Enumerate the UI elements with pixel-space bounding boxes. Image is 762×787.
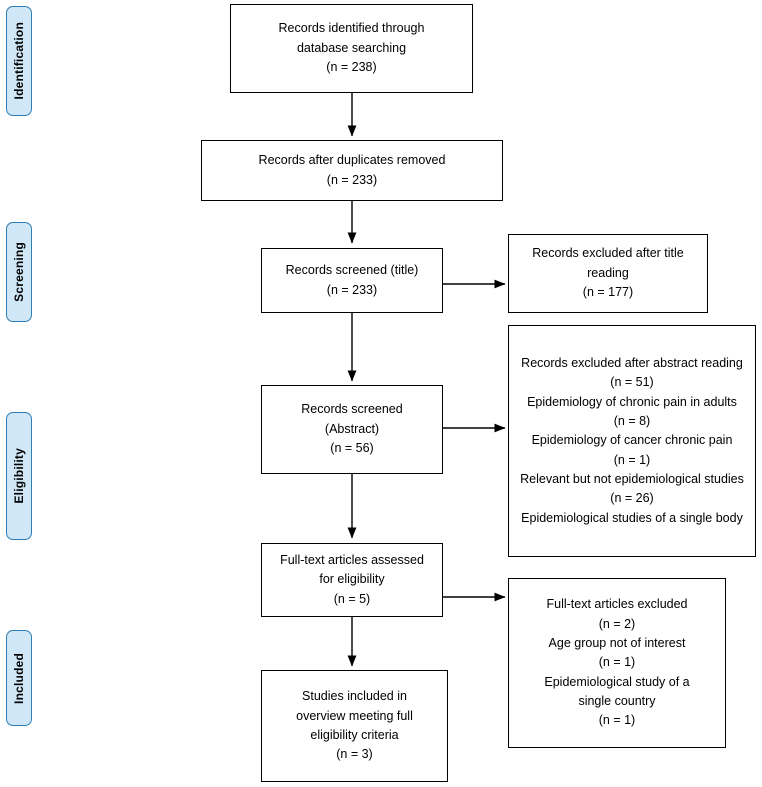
box-records-excluded-title	[508, 234, 708, 313]
box-line: (n = 5)	[333, 591, 371, 606]
box-studies-included	[261, 670, 448, 782]
box-line: Records screened	[301, 402, 403, 417]
box-line: Age group not of interest	[548, 635, 686, 650]
stage-eligibility-label: Eligibility	[12, 448, 26, 504]
box-line: (n = 177)	[582, 285, 634, 300]
box-line: Records identified through	[278, 21, 425, 36]
box-line: (n = 8)	[613, 413, 651, 428]
box-line: overview meeting full	[296, 708, 413, 723]
stage-screening-label: Screening	[12, 242, 26, 302]
box-full-text-assessed	[261, 543, 443, 617]
box-records-after-duplicates	[201, 140, 503, 201]
box-records-screened-abstract	[261, 385, 443, 474]
stage-eligibility	[6, 412, 32, 540]
box-line: single country	[578, 694, 656, 709]
box-records-identified	[230, 4, 473, 93]
box-line: (n = 3)	[336, 747, 373, 762]
box-line: Records after duplicates removed	[258, 153, 446, 168]
box-line: Epidemiological studies of a single body	[521, 510, 743, 525]
box-records-excluded-abstract	[508, 325, 756, 557]
box-full-text-excluded	[508, 578, 726, 748]
box-line: (n = 56)	[330, 441, 374, 456]
box-line: reading	[587, 265, 629, 280]
box-line: Full-text articles excluded	[546, 597, 688, 612]
box-line: Epidemiology of cancer chronic pain	[531, 433, 733, 448]
stage-identification	[6, 6, 32, 116]
box-line: (n = 26)	[610, 491, 654, 506]
stage-included-label: Included	[12, 652, 26, 704]
box-line: (n = 51)	[610, 375, 654, 390]
box-line: (n = 238)	[326, 60, 377, 75]
box-line: for eligibility	[319, 572, 385, 587]
box-line: Relevant but not epidemiological studies	[520, 472, 744, 487]
box-line: (n = 1)	[598, 713, 636, 728]
box-line: Records excluded after abstract reading	[521, 355, 743, 370]
box-line: database searching	[296, 40, 407, 55]
stage-identification-label: Identification	[12, 22, 26, 100]
box-line: Records excluded after title	[532, 246, 684, 261]
box-line: Epidemiology of chronic pain in adults	[527, 394, 737, 409]
box-records-screened-title	[261, 248, 443, 313]
box-line: Records screened (title)	[285, 263, 419, 278]
box-line: (Abstract)	[324, 421, 380, 436]
box-line: (n = 1)	[598, 655, 636, 670]
stage-screening	[6, 222, 32, 322]
box-line: (n = 1)	[613, 452, 651, 467]
box-line: Full-text articles assessed	[280, 552, 424, 567]
box-line: Studies included in	[302, 689, 407, 704]
stage-included	[6, 630, 32, 726]
box-line: (n = 233)	[326, 282, 378, 297]
box-line: (n = 2)	[598, 616, 636, 631]
box-line: (n = 233)	[326, 172, 378, 187]
box-line: Epidemiological study of a	[544, 674, 690, 689]
box-line: eligibility criteria	[310, 728, 399, 742]
